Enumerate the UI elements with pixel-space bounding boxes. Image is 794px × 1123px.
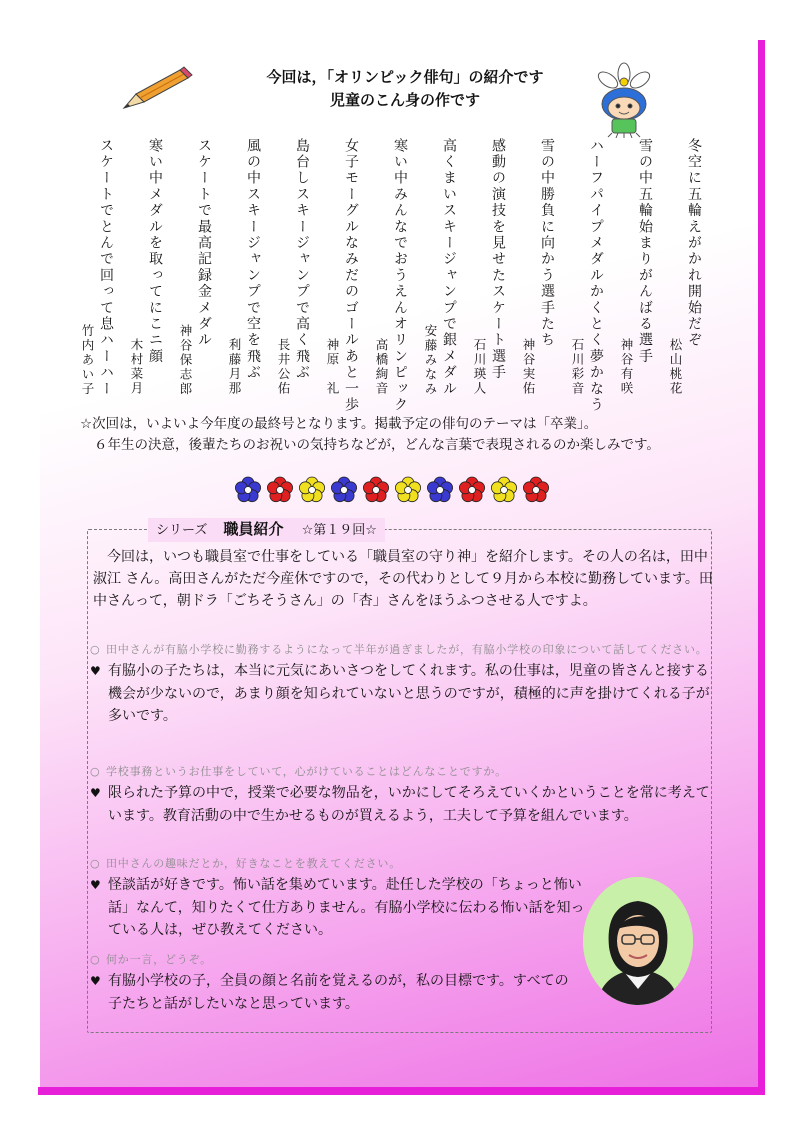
haiku-author: 神谷保志郎 [178, 323, 193, 396]
qa-block [90, 762, 715, 827]
next-issue-notice [80, 414, 725, 456]
haiku-item [325, 138, 375, 414]
series-intro: 今回は，いつも職員室で仕事をしている「職員室の守り神」を紹介します。その人の名は，田中 淑江 さん。高田さんがただ今産休ですので，その代わりとして９月から本校に勤務しています。田中さんって，朝ドラ「ごちそうさん」の「杏」さんをほうふつさせる人ですよ。 [93, 549, 713, 609]
haiku-section [78, 138, 718, 414]
pencil-icon [118, 64, 198, 114]
haiku-poem: 女子モーグルなみだのゴールあと一歩 [343, 138, 359, 414]
haiku-author: 竹内あい子 [80, 323, 95, 396]
qa-block [90, 950, 580, 1015]
haiku-item [276, 138, 326, 400]
right-border [758, 40, 765, 1095]
bottom-border [38, 1087, 765, 1095]
haiku-poem: 寒い中みんなでおうえんオリンピック [392, 138, 408, 414]
notice-line-1: ☆次回は，いよいよ今年度の最終号となります。掲載予定の俳句のテーマは「卒業」。 [80, 416, 598, 432]
haiku-item [570, 138, 620, 414]
heart-icon: ♥ [90, 664, 101, 678]
haiku-item [619, 138, 669, 400]
question [90, 640, 715, 660]
question-mark: ○ [90, 765, 101, 778]
haiku-author: 石川彩音 [570, 338, 585, 396]
haiku-poem: 雪の中勝負に向かう選手たち [539, 138, 555, 349]
answer [90, 874, 585, 942]
haiku-poem: スケートでとんで回って息ハーハー [98, 138, 114, 398]
haiku-poem: 雪の中五輪始まりがんばる選手 [637, 138, 653, 365]
series-name: 職員紹介 [223, 520, 284, 538]
answer-text: 有脇小学校の子，全員の顔と名前を覚えるのが，私の目標です。すべての子たちと話がしたいなと思っています。 [108, 973, 569, 1012]
series-issue: ☆第１９回☆ [301, 523, 377, 538]
question-mark: ○ [90, 953, 101, 966]
haiku-poem: 島台しスキージャンプで高く飛ぶ [294, 138, 310, 381]
series-prefix: シリーズ [156, 523, 208, 538]
question-text: 田中さんが有脇小学校に勤務するようになって半年が過ぎましたが，有脇小学校の印象について話してください。 [106, 643, 708, 656]
flower-divider-icon [234, 476, 564, 504]
haiku-author: 神原 礼 [325, 338, 340, 396]
haiku-poem: ハーフパイプメダルかくとく夢かなう [588, 138, 604, 414]
haiku-poem: 感動の演技を見せたスケート選手 [490, 138, 506, 381]
haiku-poem: スケートで最高記録金メダル [196, 138, 212, 349]
haiku-item [374, 138, 424, 414]
qa-block [90, 854, 585, 942]
haiku-author: 神谷有咲 [619, 338, 634, 396]
series-heading [148, 518, 385, 542]
heart-icon: ♥ [90, 974, 101, 988]
haiku-author: 高橋絢音 [374, 338, 389, 396]
page-title [195, 66, 615, 112]
haiku-item [80, 138, 130, 400]
haiku-item [668, 138, 718, 400]
haiku-poem: 高くまいスキージャンプで銀メダル [441, 138, 457, 398]
answer [90, 782, 715, 827]
answer-text: 有脇小の子たちは，本当に元気にあいさつをしてくれます。私の仕事は，児童の皆さんと接する機会が少ないので，あまり顔を知られていないと思うのですが，積極的に声を掛けてくれる子が多いです。 [108, 663, 710, 724]
question-text: 田中さんの趣味だとか，好きなことを教えてください。 [106, 857, 401, 870]
notice-line-2: ６年生の決意，後輩たちのお祝いの気持ちなどが，どんな言葉で表現されるのか楽しみです。 [94, 437, 660, 453]
haiku-poem: 風の中スキージャンプで空を飛ぶ [245, 138, 261, 381]
question [90, 854, 585, 874]
title-line-2: 児童のこん身の作です [329, 91, 480, 109]
heart-icon: ♥ [90, 786, 101, 800]
answer-text: 怪談話が好きです。怖い話を集めています。赴任した学校の「ちょっと怖い話」なんて，知りたくて仕方ありません。有脇小学校に伝わる怖い話を知っている人は，ぜひ教えてください。 [108, 877, 585, 938]
haiku-item [472, 138, 522, 400]
staff-portrait-icon [583, 877, 693, 1005]
staff-photo [583, 877, 693, 1005]
haiku-author: 長井公佑 [276, 338, 291, 396]
question-mark: ○ [90, 857, 101, 870]
answer [90, 660, 715, 728]
haiku-item [178, 138, 228, 400]
question-mark: ○ [90, 643, 101, 656]
haiku-poem: 冬空に五輪えがかれ開始だぞ [686, 138, 702, 349]
haiku-item [129, 138, 179, 400]
question-text: 何か一言，どうぞ。 [106, 953, 212, 966]
question [90, 762, 715, 782]
haiku-author: 石川瑛人 [472, 338, 487, 396]
answer [90, 970, 580, 1015]
question [90, 950, 580, 970]
question-text: 学校事務というお仕事をしていて，心がけていることはどんなことですか。 [106, 765, 507, 778]
heart-icon: ♥ [90, 878, 101, 892]
haiku-item [521, 138, 571, 400]
haiku-author: 安藤みなみ [423, 323, 438, 396]
haiku-poem: 寒い中メダルを取ってにこニ顔 [147, 138, 163, 365]
haiku-author: 松山桃花 [668, 338, 683, 396]
haiku-author: 神谷実佑 [521, 338, 536, 396]
flower-mascot-icon [588, 62, 660, 138]
qa-block [90, 640, 715, 728]
haiku-item [423, 138, 473, 400]
title-line-1: 今回は，「オリンピック俳句」の紹介です [266, 68, 544, 86]
haiku-author: 利藤月那 [227, 338, 242, 396]
haiku-item [227, 138, 277, 400]
answer-text: 限られた予算の中で，授業で必要な物品を，いかにしてそろえていくかということを常に考えています。教育活動の中で生かせるものが買えるよう，工夫して予算を組んでいます。 [108, 785, 710, 824]
haiku-author: 木村菜月 [129, 338, 144, 396]
